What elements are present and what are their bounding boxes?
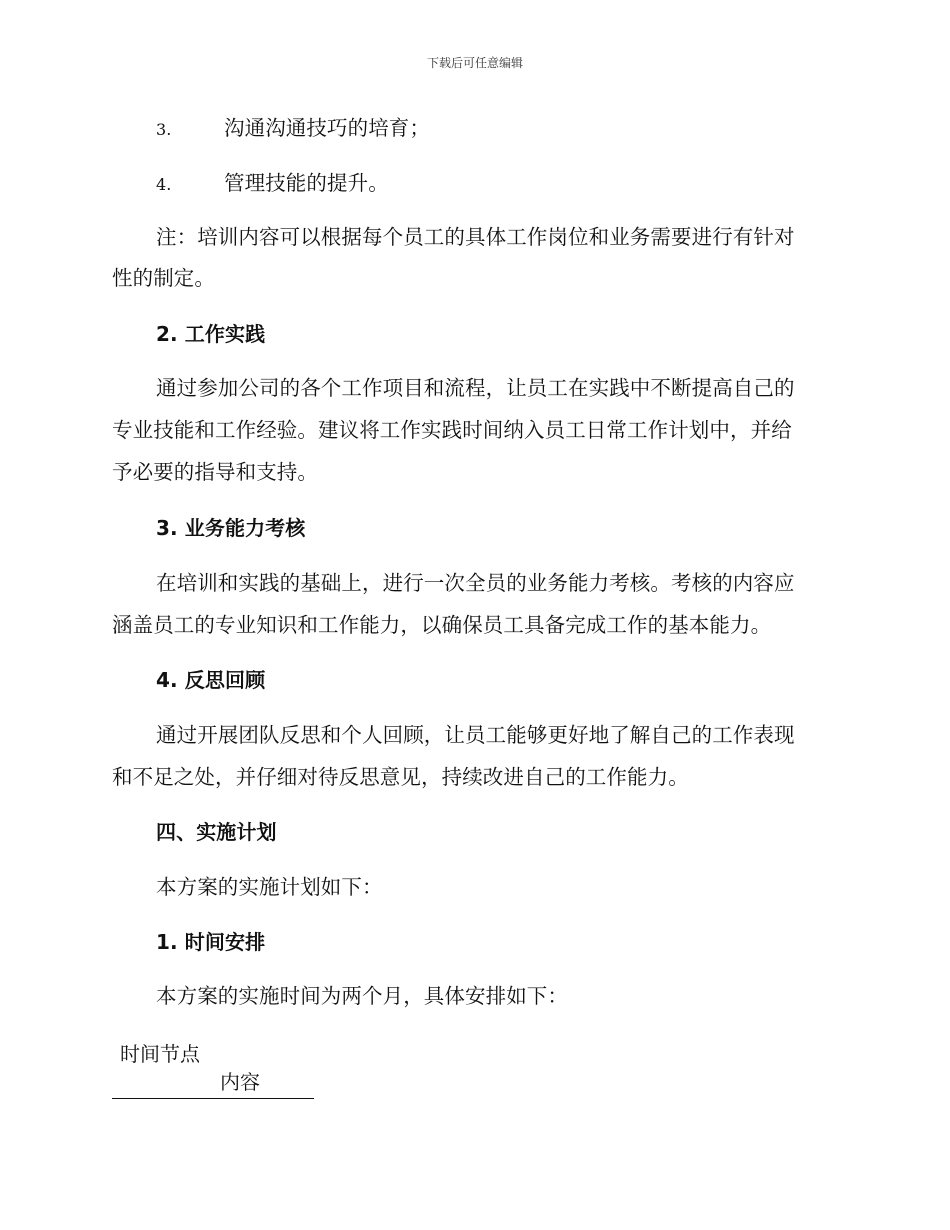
paragraph-line: 专业技能和工作经验。建议将工作实践时间纳入员工日常工作计划中，并给 <box>112 418 792 442</box>
paragraph-line: 予必要的指导和支持。 <box>112 460 318 484</box>
note-line: 注：培训内容可以根据每个员工的具体工作岗位和业务需要进行有针对 <box>156 225 795 249</box>
section-heading: 2. 工作实践 <box>156 322 266 346</box>
paragraph-line: 通过参加公司的各个工作项目和流程，让员工在实践中不断提高自己的 <box>156 376 795 400</box>
section-heading: 四、实施计划 <box>156 820 277 844</box>
paragraph-line: 在培训和实践的基础上，进行一次全员的业务能力考核。考核的内容应 <box>156 571 795 595</box>
list-text: 沟通沟通技巧的培育； <box>224 116 430 140</box>
list-number: 4. <box>156 175 172 194</box>
schedule-table-header <box>112 1040 314 1099</box>
paragraph-line: 涵盖员工的专业知识和工作能力，以确保员工具备完成工作的基本能力。 <box>112 613 772 637</box>
section-heading: 3. 业务能力考核 <box>156 516 306 540</box>
table-header-time: 时间节点 <box>120 1042 200 1066</box>
subsection-heading: 1. 时间安排 <box>156 930 266 954</box>
list-item <box>112 108 832 150</box>
list-number: 3. <box>156 120 172 139</box>
page-header: 下载后可任意编辑 <box>426 56 523 70</box>
list-text: 管理技能的提升。 <box>224 171 389 195</box>
paragraph-line: 本方案的实施时间为两个月，具体安排如下： <box>156 984 568 1008</box>
paragraph-line: 通过开展团队反思和个人回顾，让员工能够更好地了解自己的工作表现 <box>156 723 795 747</box>
section-heading: 4. 反思回顾 <box>156 668 266 692</box>
table-header-content: 内容 <box>220 1070 260 1094</box>
note-line: 性的制定。 <box>112 266 215 290</box>
paragraph-line: 和不足之处，并仔细对待反思意见，持续改进自己的工作能力。 <box>112 765 689 789</box>
paragraph-line: 本方案的实施计划如下： <box>156 875 383 899</box>
list-item <box>112 163 832 205</box>
